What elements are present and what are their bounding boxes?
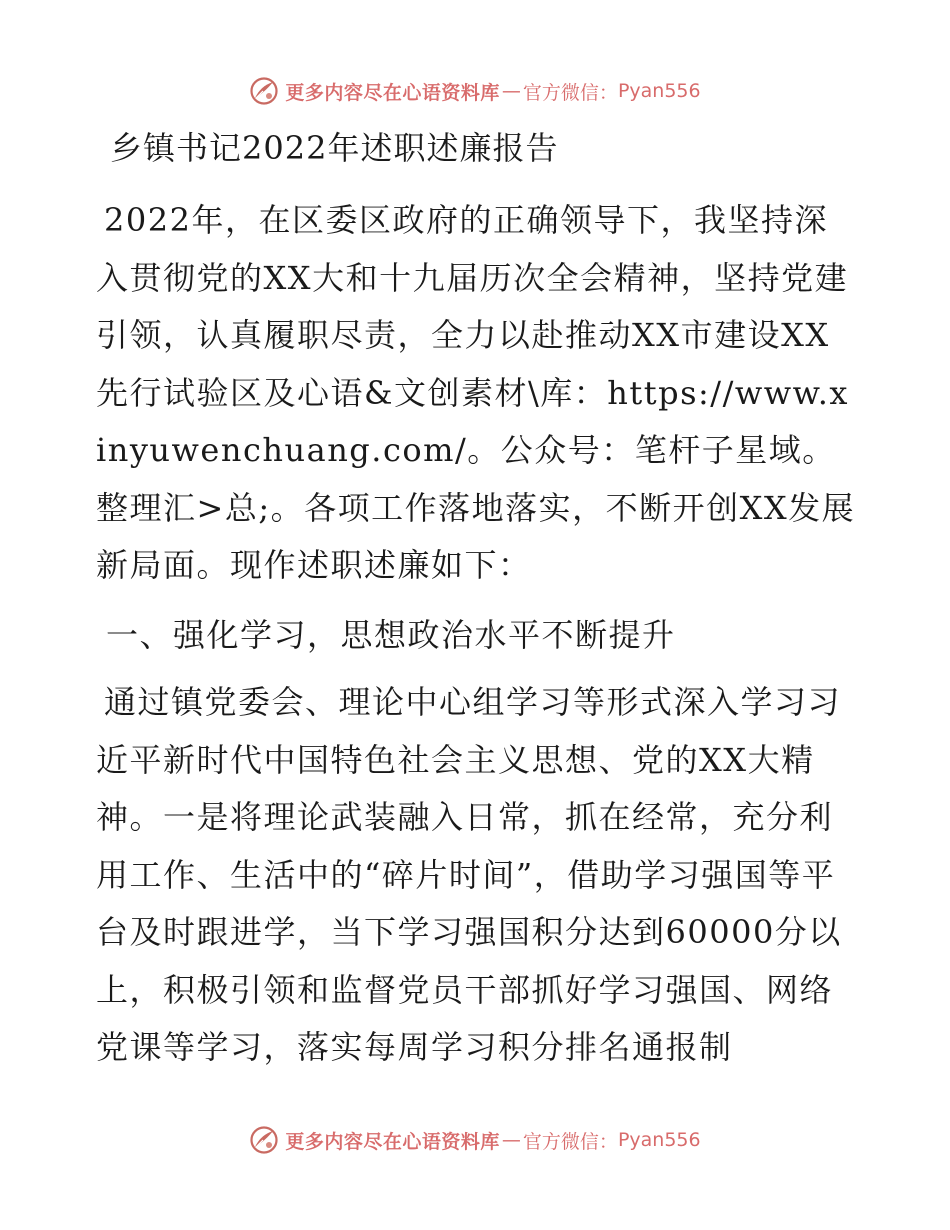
banner-slogan: 更多内容尽在心语资料库 — [285, 1130, 500, 1153]
paragraph-intro: 2022年，在区委区政府的正确领导下，我坚持深入贯彻党的XX大和十九届历次全会精神，坚持党建引领，认真履职尽责，全力以赴推动XX市建设XX先行试验区及心语&文创素材\库：https://www.xinyuwenchuang.com/。公众号：笔杆子星域。整理汇>总;。各项工作落地落实，不断开创XX发展新局面。现作述职述廉如下： — [96, 201, 856, 584]
banner-dash: — — [501, 1129, 521, 1151]
banner-dash: — — [501, 80, 521, 102]
document-title: 乡镇书记2022年述职述廉报告 — [110, 129, 559, 167]
footer-banner — [0, 1123, 950, 1157]
section-heading-1: 一、强化学习，思想政治水平不断提升 — [106, 615, 676, 654]
document-body — [96, 122, 858, 1077]
banner-slogan: 更多内容尽在心语资料库 — [285, 81, 500, 104]
paragraph-study: 通过镇党委会、理论中心组学习等形式深入学习习近平新时代中国特色社会主义思想、党的XX大精神。一是将理论武装融入日常，抓在经常，充分利用工作、生活中的“碎片时间”，借助学习强国等平台及时跟进学，当下学习强国积分达到60000分以上，积极引领和监督党员干部抓好学习强国、网络党课等学习，落实每周学习积分排名通报制 — [96, 683, 842, 1066]
header-banner — [0, 74, 950, 108]
banner-wechat-id: Pyan556 — [617, 1129, 701, 1151]
banner-wechat-id: Pyan556 — [617, 80, 701, 102]
quill-logo-icon — [249, 1125, 279, 1155]
banner-wechat-label: 官方微信： — [522, 1130, 618, 1153]
quill-logo-icon — [249, 76, 279, 106]
banner-wechat-label: 官方微信： — [522, 81, 618, 104]
